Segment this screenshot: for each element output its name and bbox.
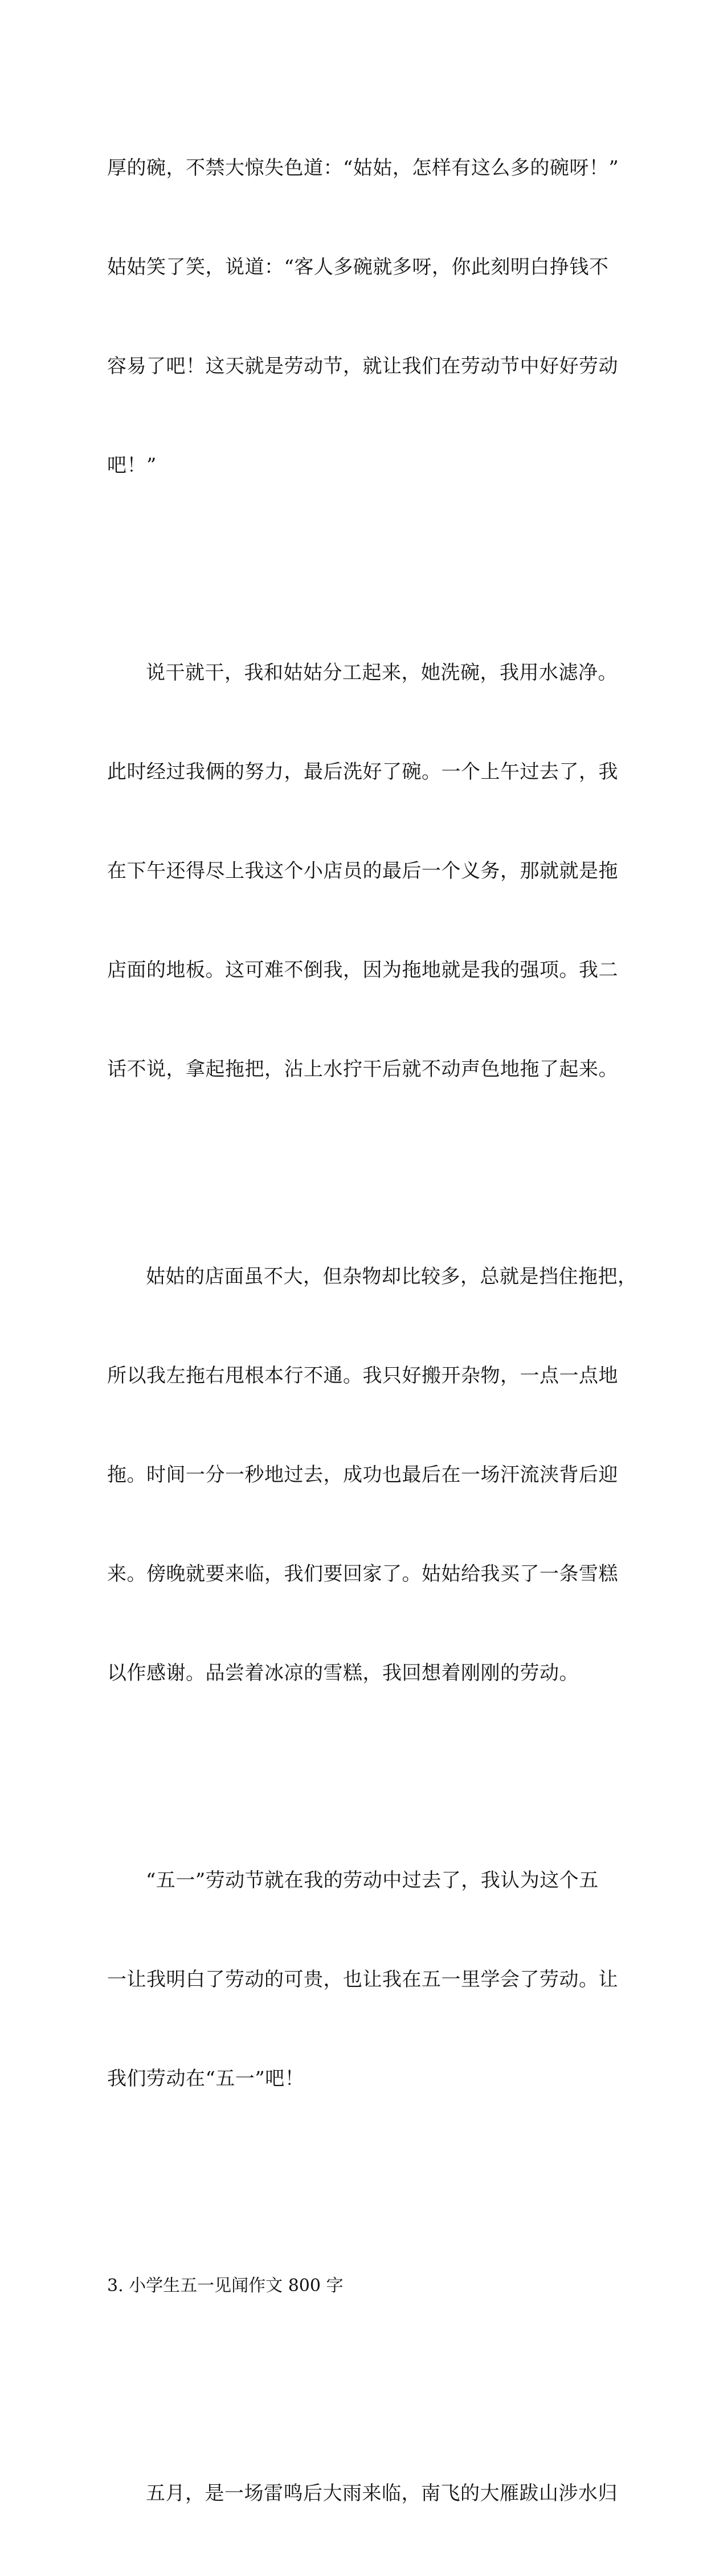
- text-line: 此时经过我俩的努力，最后洗好了碗。一个上午过去了，我: [107, 760, 618, 783]
- text-line: “五一”劳动节就在我的劳动中过去了，我认为这个五: [146, 1869, 599, 1892]
- section-heading-block: [107, 2203, 603, 2369]
- paragraph-spacer: [107, 2161, 603, 2203]
- text-line: 以作感谢。品尝着冰凉的雪糕，我回想着刚刚的劳动。: [107, 1662, 579, 1684]
- text-line: 店面的地板。这可难不倒我，因为拖地就是我的强项。我二: [107, 959, 618, 982]
- paragraph-2: [107, 590, 618, 1152]
- text-line: 姑姑笑了笑，说道：“客人多碗就多呀，你此刻明白挣钱不: [107, 256, 609, 279]
- text-line: 拖。时间一分一秒地过去，成功也最后在一场汗流浃背后迎: [107, 1463, 618, 1486]
- text-line: 来。傍晚就要来临，我们要回家了。姑姑给我买了一条雪糕: [107, 1563, 618, 1585]
- text-line: 话不说，拿起拖把，沾上水拧干后就不动声色地拖了起来。: [107, 1058, 618, 1081]
- section-heading: 3. 小学生五一见闻作文 800 字: [107, 2276, 344, 2296]
- paragraph-spacer: [107, 1152, 603, 1194]
- text-line: 在下午还得尽上我这个小店员的最后一个义务，那就就是拖: [107, 860, 618, 882]
- text-line: 吧！”: [107, 454, 157, 477]
- document-body: [107, 85, 637, 2576]
- text-line: 所以我左拖右甩根本行不通。我只好搬开杂物，一点一点地: [107, 1364, 618, 1387]
- text-line: 厚的碗，不禁大惊失色道：“姑姑，怎样有这么多的碗呀！”: [107, 157, 619, 179]
- paragraph-spacer: [107, 2369, 603, 2411]
- paragraph-4: [107, 1798, 618, 2161]
- text-line: 说干就干，我和姑姑分工起来，她洗碗，我用水滤净。: [146, 661, 618, 684]
- text-line: 我们劳动在“五一”吧！: [107, 2067, 305, 2090]
- paragraph-spacer: [107, 548, 603, 590]
- paragraph-spacer: [107, 1756, 603, 1798]
- paragraph-1: [107, 85, 619, 548]
- text-line: 一让我明白了劳动的可贵，也让我在五一里学会了劳动。让: [107, 1968, 618, 1991]
- paragraph-3: [107, 1194, 637, 1756]
- paragraph-5: [107, 2411, 618, 2576]
- text-line: 五月，是一场雷鸣后大雨来临，南飞的大雁跋山涉水归: [146, 2482, 618, 2505]
- text-line: 容易了吧！这天就是劳动节，就让我们在劳动节中好好劳动: [107, 355, 618, 378]
- text-line: 姑姑的店面虽不大，但杂物却比较多，总就是挡住拖把，: [146, 1265, 637, 1288]
